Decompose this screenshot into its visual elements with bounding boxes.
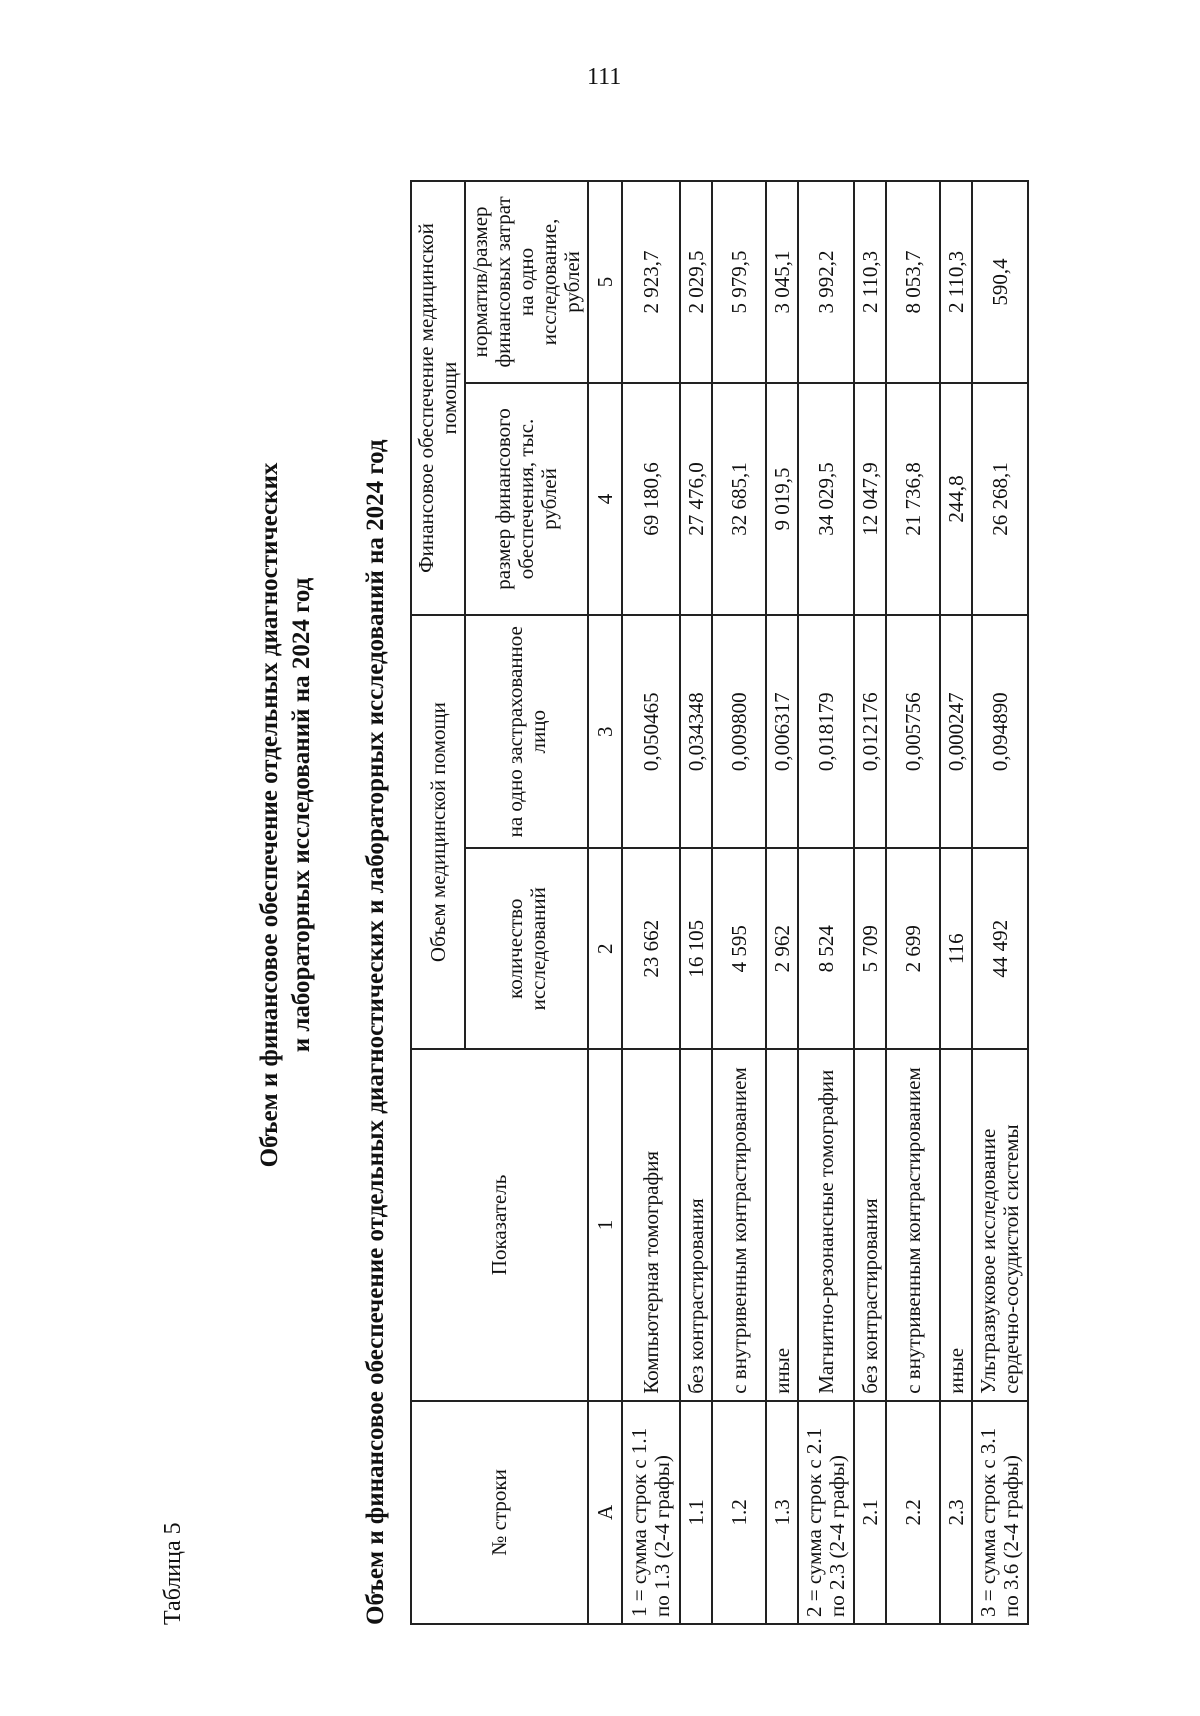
row-number: 3 = сумма строк с 3.1 по 3.6 (2-4 графы) [972, 1401, 1028, 1624]
row-norm: 8 053,7 [886, 181, 940, 383]
table-row [972, 181, 1028, 1624]
row-finance: 244,8 [940, 383, 972, 615]
rotated-page-content [160, 85, 1160, 1625]
row-indicator: без контрастирования [854, 1049, 886, 1401]
header-col-3: на одно застрахованное лицо [465, 615, 588, 848]
row-norm: 2 029,5 [680, 181, 712, 383]
header-finance-group: Финансовое обеспечение медицинской помощи [411, 181, 465, 615]
row-count: 4 595 [712, 848, 766, 1049]
table-row [680, 181, 712, 1624]
row-indicator: Ультразвуковое исследование сердечно-сосудистой системы [972, 1049, 1028, 1401]
table-row [886, 181, 940, 1624]
data-table [410, 180, 1029, 1625]
column-number: 3 [588, 615, 622, 848]
row-count: 16 105 [680, 848, 712, 1049]
row-indicator: без контрастирования [680, 1049, 712, 1401]
row-per-person: 0,050465 [622, 615, 680, 848]
header-volume-group: Объем медицинской помощи [411, 615, 465, 1049]
table-title: Объем и финансовое обеспечение отдельных диагностических и лабораторных исследований на 2024 год [362, 439, 389, 1625]
row-per-person: 0,018179 [798, 615, 854, 848]
row-number: 2 = сумма строк с 2.1 по 2.3 (2-4 графы) [798, 1401, 854, 1624]
row-per-person: 0,012176 [854, 615, 886, 848]
row-number: 2.2 [886, 1401, 940, 1624]
row-indicator: Магнитно-резонансные томографии [798, 1049, 854, 1401]
column-number-row [588, 181, 622, 1624]
table-row [854, 181, 886, 1624]
page-number: 111 [587, 64, 622, 90]
row-count: 23 662 [622, 848, 680, 1049]
title-line-1: Объем и финансовое обеспечение отдельных диагностических [256, 462, 283, 1168]
row-number: 1.1 [680, 1401, 712, 1624]
row-per-person: 0,000247 [940, 615, 972, 848]
column-number: А [588, 1401, 622, 1624]
row-finance: 27 476,0 [680, 383, 712, 615]
table-row [940, 181, 972, 1624]
row-number: 1.2 [712, 1401, 766, 1624]
row-count: 44 492 [972, 848, 1028, 1049]
row-finance: 69 180,6 [622, 383, 680, 615]
column-number: 1 [588, 1049, 622, 1401]
document-title [254, 85, 318, 1625]
header-row-no: № строки [411, 1401, 588, 1624]
row-count: 5 709 [854, 848, 886, 1049]
row-norm: 5 979,5 [712, 181, 766, 383]
row-finance: 21 736,8 [886, 383, 940, 615]
row-indicator: Компьютерная томография [622, 1049, 680, 1401]
column-number: 5 [588, 181, 622, 383]
column-number: 4 [588, 383, 622, 615]
title-line-2: и лабораторных исследований на 2024 год [288, 577, 315, 1053]
header-col-5: норматив/размер финансовых затрат на одно исследование, рублей [465, 181, 588, 383]
row-norm: 2 923,7 [622, 181, 680, 383]
row-number: 1 = сумма строк с 1.1 по 1.3 (2-4 графы) [622, 1401, 680, 1624]
row-norm: 2 110,3 [940, 181, 972, 383]
row-finance: 34 029,5 [798, 383, 854, 615]
table-row [712, 181, 766, 1624]
row-number: 2.3 [940, 1401, 972, 1624]
header-indicator: Показатель [411, 1049, 588, 1401]
row-number: 1.3 [766, 1401, 798, 1624]
row-count: 116 [940, 848, 972, 1049]
row-finance: 9 019,5 [766, 383, 798, 615]
row-indicator: с внутривенным контрастированием [712, 1049, 766, 1401]
table-row [622, 181, 680, 1624]
table-label: Таблица 5 [160, 1522, 186, 1625]
row-indicator: иные [940, 1049, 972, 1401]
row-indicator: иные [766, 1049, 798, 1401]
row-count: 2 962 [766, 848, 798, 1049]
row-finance: 26 268,1 [972, 383, 1028, 615]
header-col-4: размер финансового обеспечения, тыс. рублей [465, 383, 588, 615]
row-norm: 3 992,2 [798, 181, 854, 383]
row-norm: 3 045,1 [766, 181, 798, 383]
table-row [798, 181, 854, 1624]
row-number: 2.1 [854, 1401, 886, 1624]
row-per-person: 0,094890 [972, 615, 1028, 848]
row-norm: 2 110,3 [854, 181, 886, 383]
row-norm: 590,4 [972, 181, 1028, 383]
table-row [766, 181, 798, 1624]
row-per-person: 0,009800 [712, 615, 766, 848]
row-finance: 32 685,1 [712, 383, 766, 615]
row-finance: 12 047,9 [854, 383, 886, 615]
column-number: 2 [588, 848, 622, 1049]
row-per-person: 0,006317 [766, 615, 798, 848]
row-per-person: 0,005756 [886, 615, 940, 848]
header-col-2: количество исследований [465, 848, 588, 1049]
row-count: 8 524 [798, 848, 854, 1049]
row-per-person: 0,034348 [680, 615, 712, 848]
row-count: 2 699 [886, 848, 940, 1049]
row-indicator: с внутривенным контрастированием [886, 1049, 940, 1401]
